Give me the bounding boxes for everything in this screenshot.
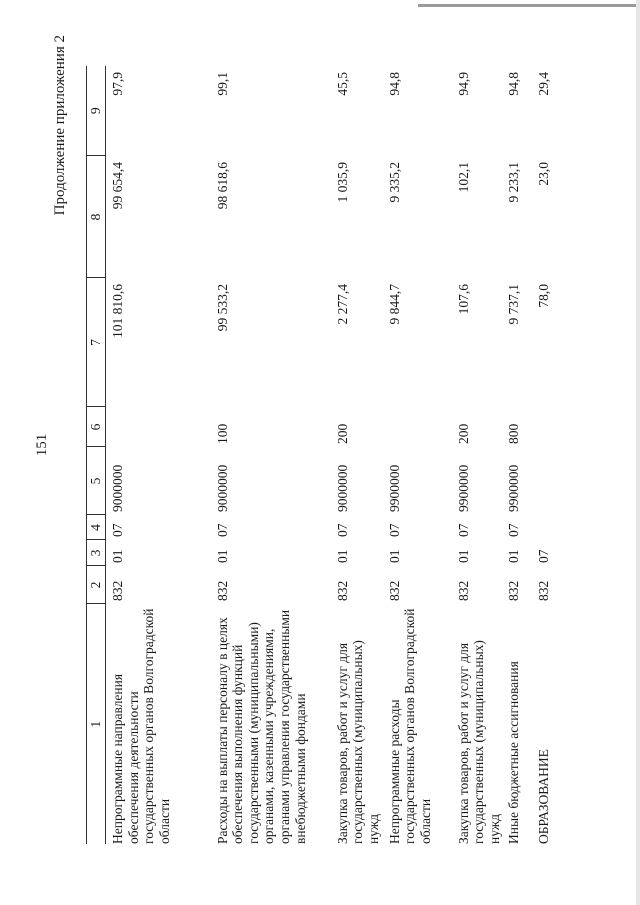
- page-number: 151: [34, 433, 50, 457]
- cell-col-8: 1 035,9: [334, 162, 350, 203]
- header-col-6: 6: [87, 407, 106, 447]
- cell-col-7: 9 844,7: [386, 284, 402, 325]
- cell-col-6: [532, 407, 562, 447]
- cell-col-4: 07: [110, 523, 125, 537]
- cell-col-7: 107,6: [455, 284, 471, 315]
- table-row: [383, 66, 452, 844]
- budget-table: [86, 66, 562, 844]
- cell-col-2: 832: [214, 580, 230, 601]
- cell-col-4: 07: [214, 523, 230, 537]
- cell-col-7: 9 737,1: [506, 284, 522, 325]
- cell-col-8: 9 335,2: [386, 162, 402, 203]
- cell-col-5: 9000000: [214, 464, 230, 512]
- header-col-9: 9: [87, 66, 106, 156]
- cell-col-3: 01: [334, 549, 350, 563]
- cell-col-2: 832: [334, 580, 350, 601]
- table-header-row: [87, 66, 106, 844]
- cell-col-7: 2 277,4: [334, 284, 350, 325]
- cell-col-6: [106, 407, 211, 447]
- table-row: [532, 66, 562, 844]
- row-name: Расходы на выплаты персоналу в целях обеспечения выполнения функций государственными (муниципальными) органами, казенными учреждениями, органами управления государственными внебюджетными фондами: [214, 609, 308, 844]
- cell-col-6: 100: [214, 423, 230, 444]
- cell-col-3: 01: [386, 549, 402, 563]
- cell-col-4: 07: [334, 523, 350, 537]
- cell-col-5: 9900000: [386, 464, 402, 512]
- row-name: Непрограммные расходы государственных органов Волгоградской области: [386, 608, 433, 844]
- header-col-4: 4: [87, 515, 106, 540]
- row-name: Закупка товаров, работ и услуг для государственных (муниципальных) нужд: [334, 640, 381, 844]
- cell-col-8: 99 654,4: [110, 162, 125, 210]
- cell-col-8: 23,0: [536, 162, 552, 186]
- row-name: ОБРАЗОВАНИЕ: [536, 749, 552, 844]
- cell-col-9: 94,8: [506, 72, 522, 96]
- cell-col-5: 9900000: [455, 464, 471, 512]
- cell-col-2: 832: [506, 580, 522, 601]
- cell-col-4: [532, 515, 562, 540]
- cell-col-6: 800: [506, 423, 522, 444]
- header-col-7: 7: [87, 278, 106, 407]
- header-col-8: 8: [87, 156, 106, 278]
- table-row: [452, 66, 503, 844]
- table-row: [106, 66, 211, 844]
- cell-col-9: 97,9: [110, 72, 125, 96]
- cell-col-8: 102,1: [455, 162, 471, 193]
- cell-col-7: 101 810,6: [110, 284, 125, 338]
- cell-col-3: 01: [506, 549, 522, 563]
- cell-col-9: 99,1: [214, 72, 230, 96]
- cell-col-7: 78,0: [536, 284, 552, 308]
- cell-col-2: 832: [536, 580, 552, 601]
- cell-col-7: 99 533,2: [214, 284, 230, 332]
- row-name: Иные бюджетные ассигнования: [506, 661, 522, 844]
- cell-col-4: 07: [386, 523, 402, 537]
- cell-col-3: 01: [110, 549, 125, 563]
- cell-col-9: 94,9: [455, 72, 471, 96]
- cell-col-3: 01: [214, 549, 230, 563]
- header-col-5: 5: [87, 447, 106, 515]
- cell-col-4: 07: [455, 523, 471, 537]
- cell-col-3: 01: [455, 549, 471, 563]
- cell-col-9: 94,8: [386, 72, 402, 96]
- cell-col-8: 9 233,1: [506, 162, 522, 203]
- cell-col-3: 07: [536, 549, 552, 563]
- header-col-2: 2: [87, 566, 106, 604]
- cell-col-6: [383, 407, 452, 447]
- cell-col-5: [532, 447, 562, 515]
- cell-col-9: 45,5: [334, 72, 350, 96]
- table-row: [502, 66, 532, 844]
- cell-col-2: 832: [455, 580, 471, 601]
- cell-col-9: 29,4: [536, 72, 552, 96]
- cell-col-8: 98 618,6: [214, 162, 230, 210]
- cell-col-5: 9000000: [334, 464, 350, 512]
- row-name: Непрограммные направления обеспечения деятельности государственных органов Волгоградской области: [110, 608, 172, 844]
- cell-col-5: 9900000: [506, 464, 522, 512]
- row-name: Закупка товаров, работ и услуг для государственных (муниципальных) нужд: [455, 640, 502, 844]
- header-col-3: 3: [87, 540, 106, 566]
- continuation-label: Продолжение приложения 2: [52, 35, 68, 216]
- header-col-1: 1: [87, 604, 106, 844]
- cell-col-6: 200: [334, 423, 350, 444]
- cell-col-5: 9000000: [110, 464, 125, 512]
- cell-col-2: 832: [386, 580, 402, 601]
- cell-col-6: 200: [455, 423, 471, 444]
- cell-col-4: 07: [506, 523, 522, 537]
- table-row: [211, 66, 331, 844]
- table-row: [331, 66, 383, 844]
- cell-col-2: 832: [110, 580, 125, 601]
